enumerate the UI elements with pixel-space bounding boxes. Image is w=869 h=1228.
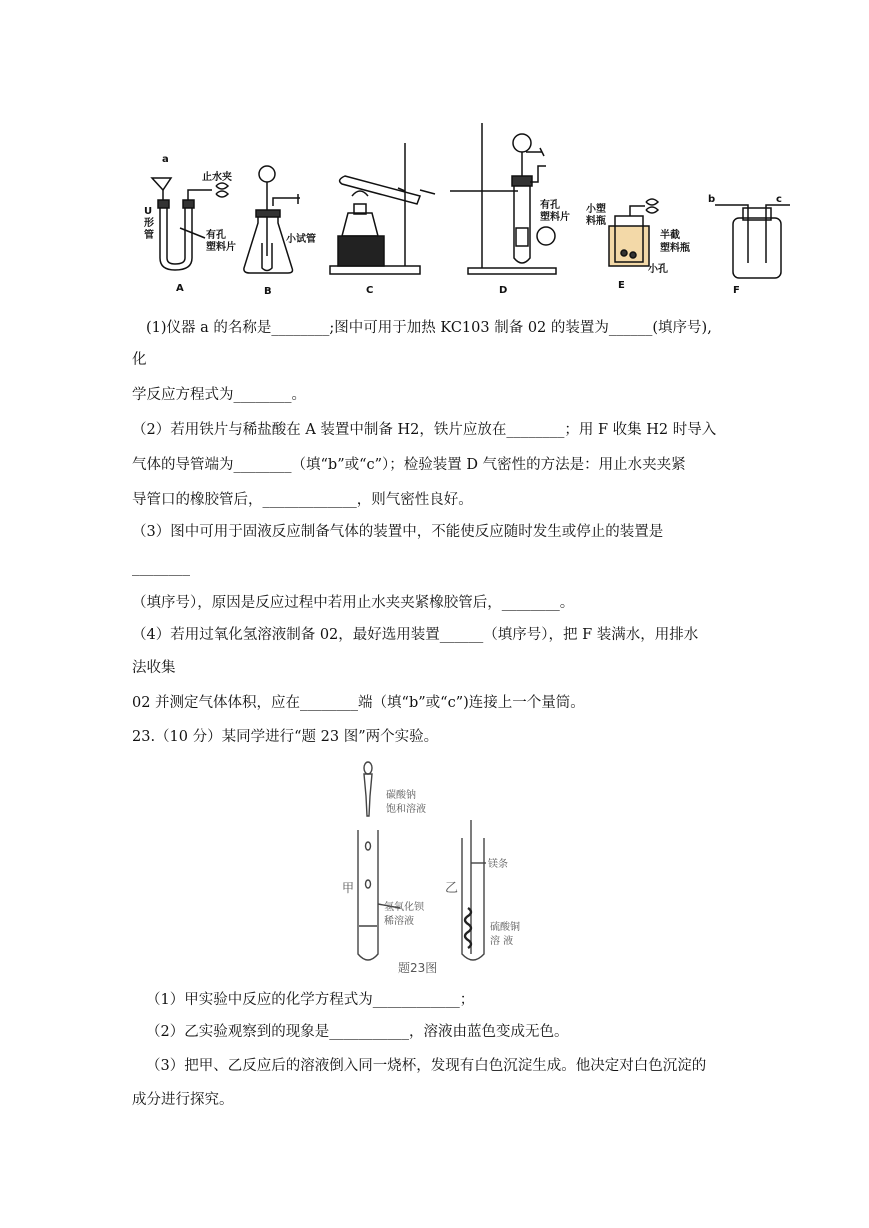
label-perforated-2b: 塑料片 xyxy=(540,212,570,223)
q23-part2: （2）乙实验观察到的现象是___________，溶液由蓝色变成无色。 xyxy=(146,1024,569,1040)
q23-part1: （1）甲实验中反应的化学方程式为____________； xyxy=(146,992,475,1008)
q3-line3: （填序号），原因是反应过程中若用止水夹夹紧橡胶管后，________。 xyxy=(132,595,575,611)
device-label-f: F xyxy=(733,285,740,296)
reagent-baoh2-b: 稀溶液 xyxy=(384,916,414,927)
reagent-baoh2-a: 氢氧化钡 xyxy=(384,902,424,913)
q1-line3: 学反应方程式为________。 xyxy=(132,387,306,403)
apparatus-figure xyxy=(130,118,790,300)
label-u-tube-1: U xyxy=(144,206,153,217)
q3-line1: （3）图中可用于固液反应制备气体的装置中，不能使反应随时发生或停止的装置是 xyxy=(132,524,664,540)
label-yi: 乙 xyxy=(445,881,459,896)
reagent-cuso4-a: 硫酸铜 xyxy=(490,922,520,933)
figure-caption: 题23图 xyxy=(398,961,438,975)
label-small-bottle-a: 小塑 xyxy=(586,204,606,215)
device-label-e: E xyxy=(618,280,625,291)
q2-line3: 导管口的橡胶管后，_____________，则气密性良好。 xyxy=(132,492,473,508)
apparatus-c xyxy=(330,143,435,274)
apparatus-d xyxy=(450,123,556,274)
label-perforated-1b: 塑料片 xyxy=(206,242,236,253)
apparatus-e xyxy=(609,199,658,266)
q1-line1: (1)仪器 a 的名称是________;图中可用于加热 KC103 制备 02 的装置为______(填序号), xyxy=(146,320,712,336)
q2-line1: （2）若用铁片与稀盐酸在 A 装置中制备 H2，铁片应放在________；用 F 收集 H2 时导入 xyxy=(132,422,717,438)
reagent-na2co3-a: 碳酸钠 xyxy=(386,790,416,801)
label-small-bottle-b: 料瓶 xyxy=(586,216,606,227)
q3-line2: ________ xyxy=(132,560,190,576)
label-small-hole: 小孔 xyxy=(648,264,668,275)
device-label-a: A xyxy=(176,283,184,294)
device-label-b: B xyxy=(264,286,272,297)
device-label-d: D xyxy=(499,285,508,296)
reagent-cuso4-b: 溶 液 xyxy=(490,936,514,947)
q23-title: 23.（10 分）某同学进行“题 23 图”两个实验。 xyxy=(132,729,439,745)
q1-line2: 化 xyxy=(132,352,147,368)
reagent-na2co3-b: 饱和溶液 xyxy=(386,804,426,815)
q23-part3-line1: （3）把甲、乙反应后的溶液倒入同一烧杯，发现有白色沉淀生成。他决定对白色沉淀的 xyxy=(146,1058,707,1074)
label-small-tube: 小试管 xyxy=(286,234,316,245)
label-port-c: c xyxy=(776,194,782,205)
apparatus-f xyxy=(715,205,790,278)
apparatus-a xyxy=(152,178,228,270)
experiment-23-figure xyxy=(340,758,530,978)
label-perforated-2a: 有孔 xyxy=(540,200,560,211)
label-port-b: b xyxy=(708,194,716,205)
label-stop-clamp: 止水夹 xyxy=(202,172,232,183)
label-jia: 甲 xyxy=(342,881,355,895)
label-mg-strip: 镁条 xyxy=(488,859,508,870)
device-label-c: C xyxy=(366,285,374,296)
q4-line2: 法收集 xyxy=(132,660,176,676)
apparatus-b xyxy=(244,166,300,273)
q23-part3-line2: 成分进行探究。 xyxy=(132,1092,234,1108)
q2-line2: 气体的导管端为________（填“b”或“c”）；检验装置 D 气密性的方法是：用止水夹夹紧 xyxy=(132,457,686,473)
label-half-bottle-a: 半截 xyxy=(660,230,680,241)
q4-line3: 02 并测定气体体积，应在________端（填“b”或“c”)连接上一个量筒。 xyxy=(132,695,585,711)
label-u-tube-2: 形 xyxy=(144,218,154,229)
label-perforated-1a: 有孔 xyxy=(206,230,226,241)
label-half-bottle-b: 塑料瓶 xyxy=(660,243,690,254)
label-u-tube-3: 管 xyxy=(144,230,154,241)
label-a: a xyxy=(162,154,169,165)
q4-line1: （4）若用过氧化氢溶液制备 02，最好选用装置______（填序号），把 F 装满水，用排水 xyxy=(132,627,699,643)
